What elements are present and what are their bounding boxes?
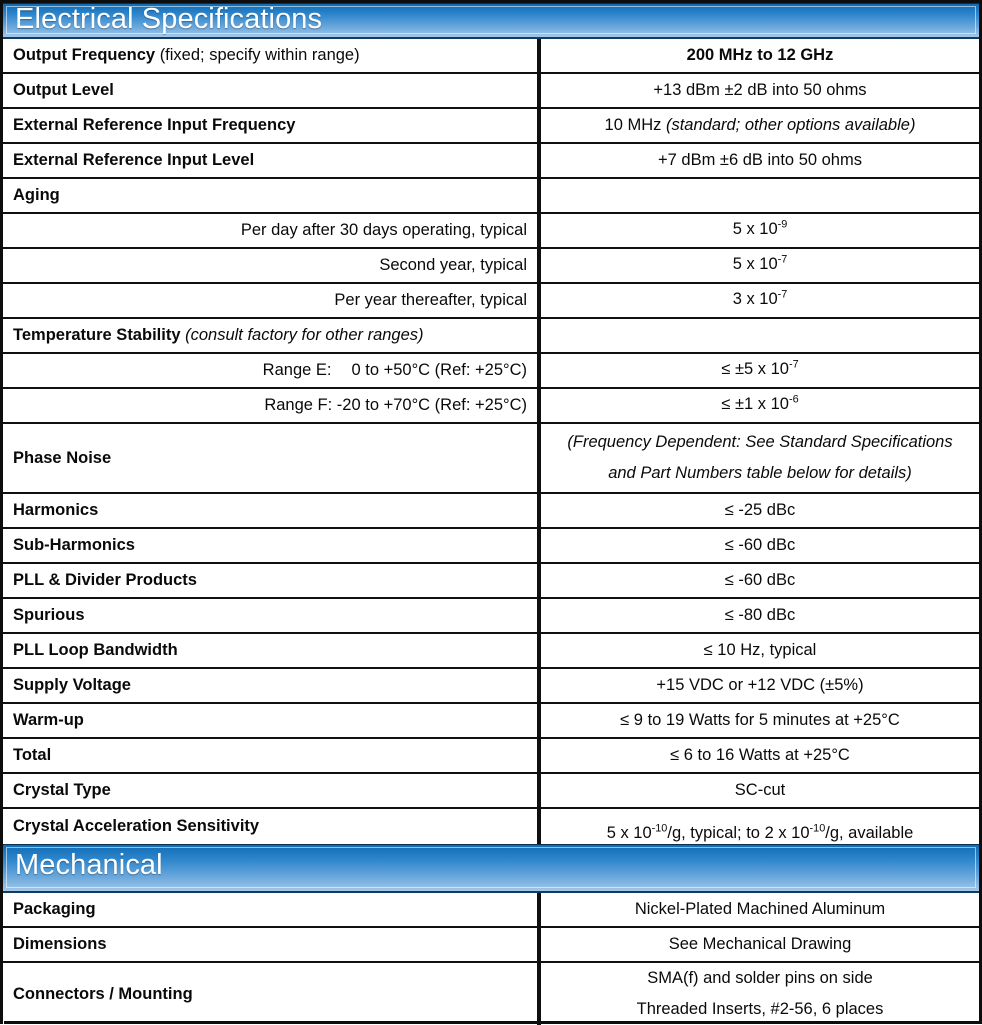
multiline-value <box>551 427 969 488</box>
table-row <box>3 249 979 284</box>
spec-label <box>3 928 539 963</box>
spec-label-text: Spurious <box>13 606 85 624</box>
table-row <box>3 109 979 144</box>
spec-label <box>3 669 539 704</box>
electrical-table-body <box>3 39 979 844</box>
sub-label-text: Range E: 0 to +50°C (Ref: +25°C) <box>262 361 527 379</box>
section-title-electrical: Electrical Specifications <box>15 3 323 36</box>
spec-value-text: ≤ -60 dBc <box>724 536 796 554</box>
spec-value-text: 10 MHz <box>604 116 666 134</box>
scientific-value: 5 x $10^{-7}$ <box>732 253 788 273</box>
spec-label-text: Harmonics <box>13 501 99 519</box>
spec-value <box>539 634 979 669</box>
spec-label <box>3 39 539 74</box>
spec-value <box>539 109 979 144</box>
table-row <box>3 74 979 109</box>
sub-label-text: Range F: -20 to +70°C (Ref: +25°C) <box>264 396 527 414</box>
spec-label-text: Temperature Stability <box>13 326 181 344</box>
sub-label-text: Second year, typical <box>379 256 527 274</box>
spec-label <box>3 319 539 354</box>
table-row <box>3 634 979 669</box>
spec-label <box>3 809 539 844</box>
table-row <box>3 774 979 809</box>
spec-value <box>539 809 979 844</box>
spec-value <box>539 599 979 634</box>
spec-label-text: Phase Noise <box>13 448 112 467</box>
scientific-value: 5 x $10^{-9}$ <box>732 218 788 238</box>
table-row <box>3 319 979 354</box>
acceleration-sensitivity-value: 5 x $10^{-10}/g$, typical; to 2 x $10^{-10}/g$, available <box>606 822 914 843</box>
spec-value-text: ≤ -80 dBc <box>724 606 796 624</box>
spec-value-empty <box>539 319 979 354</box>
multiline-value <box>551 963 969 1024</box>
spec-value <box>539 774 979 809</box>
table-row <box>3 424 979 494</box>
spec-value-text: ≤ -25 dBc <box>724 501 796 519</box>
electrical-specifications-table <box>3 39 979 844</box>
spec-label-text: Supply Voltage <box>13 676 131 694</box>
spec-value <box>539 249 979 284</box>
spec-value <box>539 74 979 109</box>
spec-label-note: (fixed; specify within range) <box>159 46 360 64</box>
table-row <box>3 564 979 599</box>
spec-value <box>539 704 979 739</box>
spec-label <box>3 179 539 214</box>
spec-value-empty <box>539 179 979 214</box>
spec-label <box>3 144 539 179</box>
spec-value-text: +15 VDC or +12 VDC (±5%) <box>656 676 864 694</box>
sub-label-text: Per day after 30 days operating, typical <box>240 221 527 239</box>
spec-value <box>539 214 979 249</box>
scientific-value: ≤ ±1 x $10^{-6}$ <box>721 393 799 413</box>
table-row <box>3 284 979 319</box>
spec-sub-label <box>3 284 539 319</box>
spec-value-text: ≤ 10 Hz, typical <box>703 641 817 659</box>
spec-sub-label <box>3 249 539 284</box>
spec-value-text: ≤ 6 to 16 Watts at +25°C <box>670 746 850 764</box>
spec-label-note: (consult factory for other ranges) <box>185 326 424 344</box>
spec-label-text: Dimensions <box>13 935 107 953</box>
table-row <box>3 39 979 74</box>
spec-label-text: Crystal Type <box>13 781 111 799</box>
spec-value <box>539 529 979 564</box>
table-row <box>3 354 979 389</box>
table-row <box>3 389 979 424</box>
spec-label-text: PLL Loop Bandwidth <box>13 641 178 659</box>
spec-label <box>3 74 539 109</box>
table-row <box>3 214 979 249</box>
spec-value-text: SC-cut <box>734 781 786 799</box>
scientific-value: 3 x $10^{-7}$ <box>732 288 788 308</box>
spec-sub-label <box>3 354 539 389</box>
spec-label <box>3 739 539 774</box>
table-row <box>3 144 979 179</box>
spec-sub-label <box>3 214 539 249</box>
table-row <box>3 963 979 1025</box>
table-row <box>3 179 979 214</box>
spec-value <box>539 39 979 74</box>
spec-value <box>539 494 979 529</box>
spec-value <box>539 424 979 494</box>
spec-value <box>539 564 979 599</box>
section-header-mechanical <box>3 844 979 893</box>
spec-value-text: +7 dBm ±6 dB into 50 ohms <box>658 151 862 169</box>
value-line: SMA(f) and solder pins on side <box>647 969 873 988</box>
table-row <box>3 704 979 739</box>
value-line: Threaded Inserts, #2-56, 6 places <box>636 1000 884 1018</box>
table-row <box>3 928 979 963</box>
spec-value <box>539 963 979 1025</box>
spec-label-text: Crystal Acceleration Sensitivity <box>13 817 260 835</box>
table-row <box>3 494 979 529</box>
spec-label <box>3 634 539 669</box>
spec-label-text: External Reference Input Level <box>13 151 255 169</box>
spec-label-text: Aging <box>13 186 60 204</box>
spec-value <box>539 739 979 774</box>
mechanical-table-body <box>3 893 979 1025</box>
spec-label <box>3 963 539 1025</box>
spec-value <box>539 669 979 704</box>
section-title-mechanical: Mechanical <box>15 849 163 882</box>
spec-label-text: Sub-Harmonics <box>13 536 135 554</box>
spec-value <box>539 284 979 319</box>
spec-label-text: Packaging <box>13 900 96 918</box>
table-row <box>3 739 979 774</box>
table-row <box>3 893 979 928</box>
spec-value-text: ≤ 9 to 19 Watts for 5 minutes at +25°C <box>620 711 900 729</box>
table-row <box>3 529 979 564</box>
spec-value <box>539 389 979 424</box>
table-row <box>3 669 979 704</box>
spec-label-text: Warm-up <box>13 711 84 729</box>
sub-label-text: Per year thereafter, typical <box>334 291 527 309</box>
spec-value <box>539 354 979 389</box>
spec-value-text: Nickel-Plated Machined Aluminum <box>634 900 886 918</box>
spec-label-text: External Reference Input Frequency <box>13 116 296 134</box>
spec-label-text: Total <box>13 746 52 764</box>
spec-label <box>3 109 539 144</box>
spec-label <box>3 774 539 809</box>
spec-label <box>3 564 539 599</box>
spec-value <box>539 144 979 179</box>
spec-label-text: Output Frequency <box>13 46 156 64</box>
spec-label <box>3 424 539 494</box>
scientific-value: ≤ ±5 x $10^{-7}$ <box>721 358 799 378</box>
spec-sub-label <box>3 389 539 424</box>
spec-label-text: PLL & Divider Products <box>13 571 197 589</box>
spec-value <box>539 893 979 928</box>
table-row <box>3 809 979 844</box>
mechanical-specifications-table <box>3 893 979 1025</box>
section-header-electrical <box>3 3 979 39</box>
spec-value-text: +13 dBm ±2 dB into 50 ohms <box>653 81 867 99</box>
spec-value-text: 200 MHz to 12 GHz <box>686 46 834 64</box>
spec-label <box>3 599 539 634</box>
table-row <box>3 599 979 634</box>
spec-label-text: Connectors / Mounting <box>13 984 193 1003</box>
value-line: and Part Numbers table below for details) <box>608 464 912 482</box>
spec-label <box>3 529 539 564</box>
spec-label-text: Output Level <box>13 81 114 99</box>
spec-label <box>3 704 539 739</box>
spec-value-note: (standard; other options available) <box>665 116 916 134</box>
spec-label <box>3 893 539 928</box>
spec-value-text: ≤ -60 dBc <box>724 571 796 589</box>
value-line: (Frequency Dependent: See Standard Specifications <box>567 433 953 452</box>
spec-label <box>3 494 539 529</box>
spec-value <box>539 928 979 963</box>
spec-value-text: See Mechanical Drawing <box>668 935 852 953</box>
